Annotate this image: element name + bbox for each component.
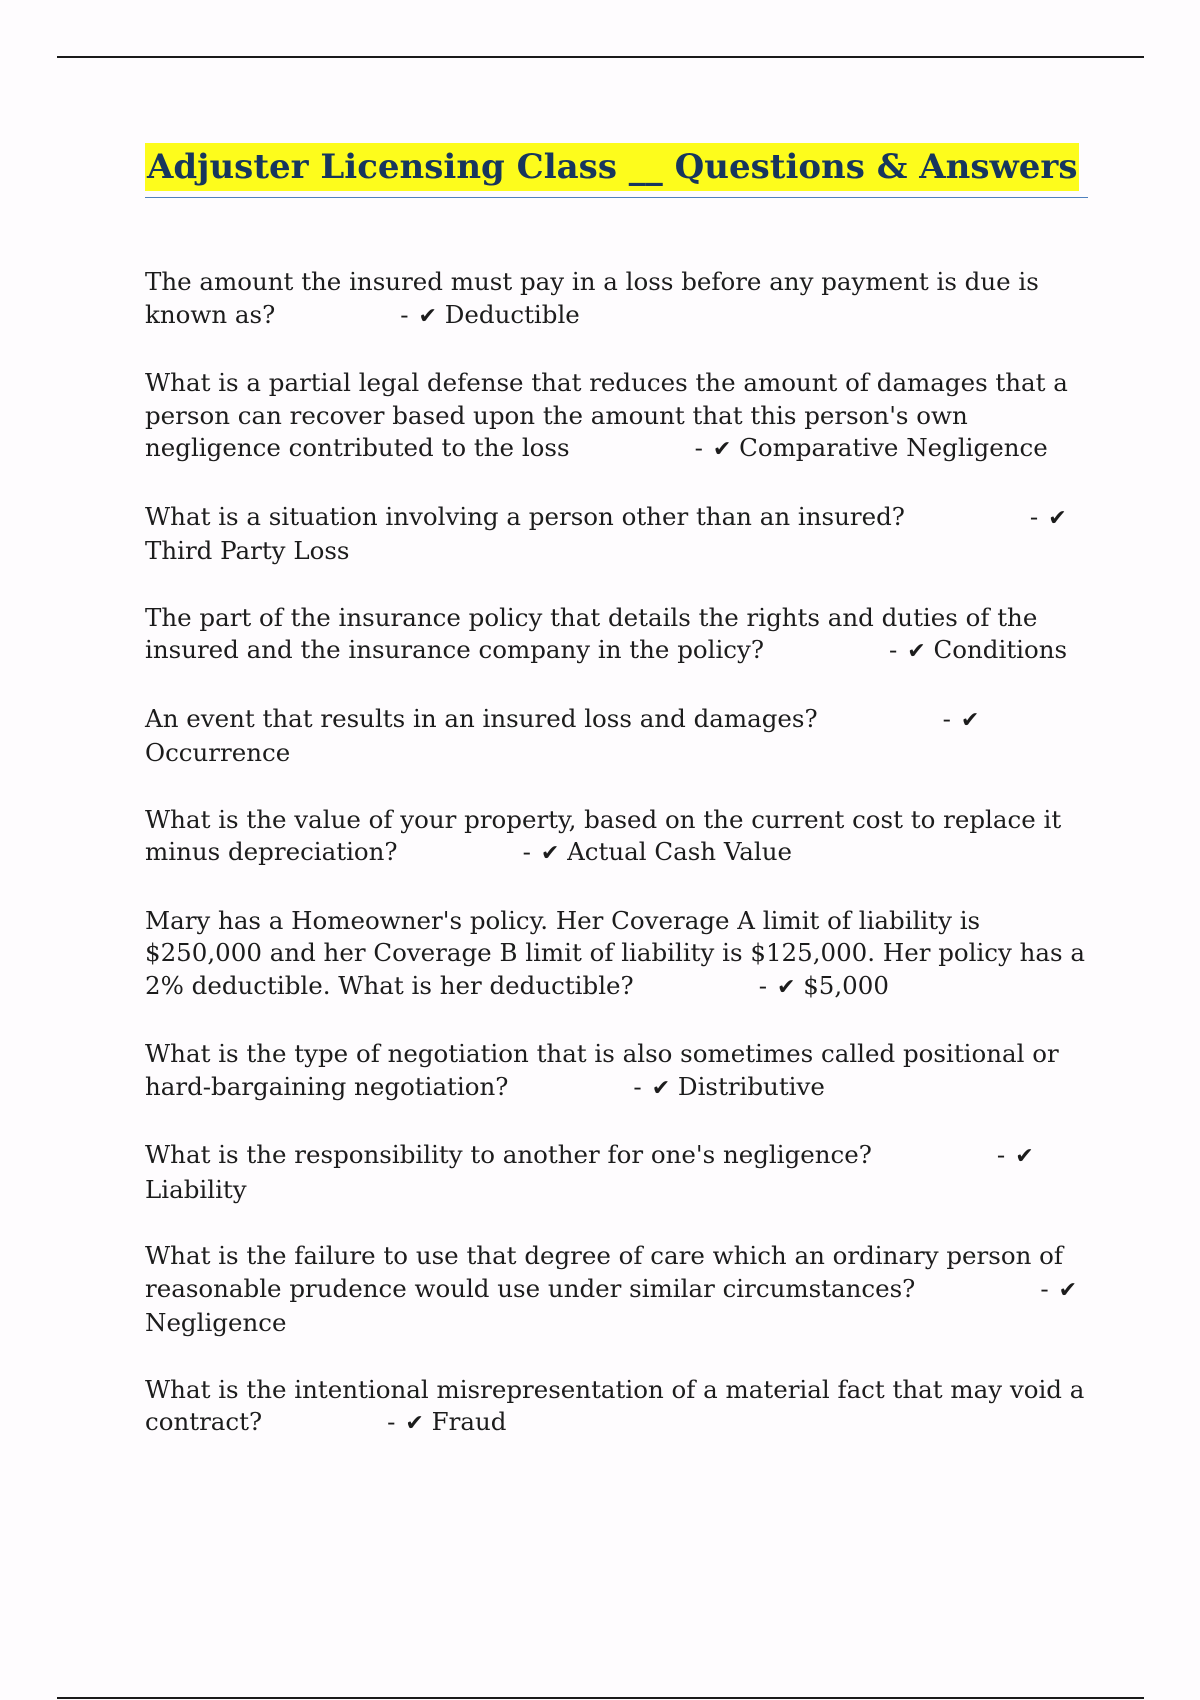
checkmark-icon: ✔ — [907, 639, 926, 664]
qa-item — [145, 602, 1085, 669]
header-rule — [57, 56, 1144, 58]
qa-item — [145, 367, 1085, 467]
question-text: The part of the insurance policy that details the rights and duties of the insured and the insurance company in the policy? — [145, 602, 1038, 664]
qa-item — [145, 905, 1085, 1005]
question-text: What is the type of negotiation that is also sometimes called positional or hard-bargaining negotiation? — [145, 1039, 1059, 1101]
answer-text: Liability — [145, 1174, 247, 1204]
checkmark-icon: ✔ — [418, 303, 437, 329]
dash-separator: - — [996, 1140, 1006, 1169]
question-text: What is the failure to use that degree of care which an ordinary person of reasonable prudence would use under similar circumstances? — [145, 1241, 1063, 1303]
answer-text: Actual Cash Value — [567, 837, 793, 866]
question-text: Mary has a Homeowner's policy. Her Coverage A limit of liability is $250,000 and her Coverage B limit of liability is $125,000. Her policy has a 2% deductible. What is her deductible? — [145, 905, 1086, 1000]
dash-separator: - — [387, 1407, 396, 1436]
answer-text: Comparative Negligence — [739, 433, 1048, 462]
dash-separator: - — [522, 837, 531, 866]
qa-item — [145, 703, 1085, 770]
answer-text: Occurrence — [145, 738, 291, 767]
dash-separator: - — [633, 1071, 642, 1101]
question-text: An event that results in an insured loss and damages? — [145, 703, 818, 733]
qa-item — [145, 501, 1085, 568]
qa-item — [145, 1038, 1085, 1105]
document-title: Adjuster Licensing Class __ Questions & Answers — [145, 143, 1079, 191]
dash-separator: - — [889, 635, 898, 664]
question-text: What is the responsibility to another for one's negligence? — [145, 1140, 872, 1169]
answer-text: Conditions — [933, 635, 1068, 664]
question-text: What is the value of your property, based on the current cost to replace it minus depreciation? — [145, 804, 1062, 866]
dash-separator: - — [400, 299, 409, 329]
qa-list — [145, 266, 1085, 1475]
checkmark-icon: ✔ — [651, 1075, 671, 1101]
checkmark-icon: ✔ — [405, 1411, 424, 1436]
checkmark-icon: ✔ — [960, 707, 980, 733]
answer-text: $5,000 — [803, 970, 889, 1000]
title-block — [145, 143, 1088, 198]
question-text: The amount the insured must pay in a loss before any payment is due is known as? — [145, 267, 1039, 329]
qa-item — [145, 266, 1085, 333]
footer-rule — [57, 1697, 1144, 1699]
checkmark-icon: ✔ — [1048, 505, 1067, 531]
answer-text: Distributive — [677, 1071, 825, 1101]
qa-item — [145, 804, 1085, 871]
answer-text: Negligence — [145, 1308, 287, 1337]
dash-separator: - — [1029, 501, 1039, 531]
question-text: What is the intentional misrepresentation of a material fact that may void a contract? — [145, 1374, 1085, 1436]
answer-text: Deductible — [444, 299, 580, 329]
dash-separator: - — [694, 433, 703, 462]
qa-item — [145, 1374, 1085, 1441]
checkmark-icon: ✔ — [1058, 1277, 1078, 1303]
checkmark-icon: ✔ — [776, 974, 796, 1000]
qa-item — [145, 1139, 1085, 1206]
question-text: What is a partial legal defense that reduces the amount of damages that a person can recover based upon the amount that this person's own negligence contributed to the loss — [145, 368, 1068, 462]
checkmark-icon: ✔ — [540, 841, 560, 866]
dash-separator: - — [1040, 1273, 1049, 1303]
question-text: What is a situation involving a person other than an insured? — [145, 501, 905, 531]
dash-separator: - — [758, 970, 767, 1000]
answer-text: Third Party Loss — [145, 536, 350, 565]
checkmark-icon: ✔ — [712, 437, 732, 462]
answer-text: Fraud — [431, 1407, 507, 1436]
qa-item — [145, 1240, 1085, 1340]
checkmark-icon: ✔ — [1015, 1144, 1034, 1169]
dash-separator: - — [942, 703, 951, 733]
